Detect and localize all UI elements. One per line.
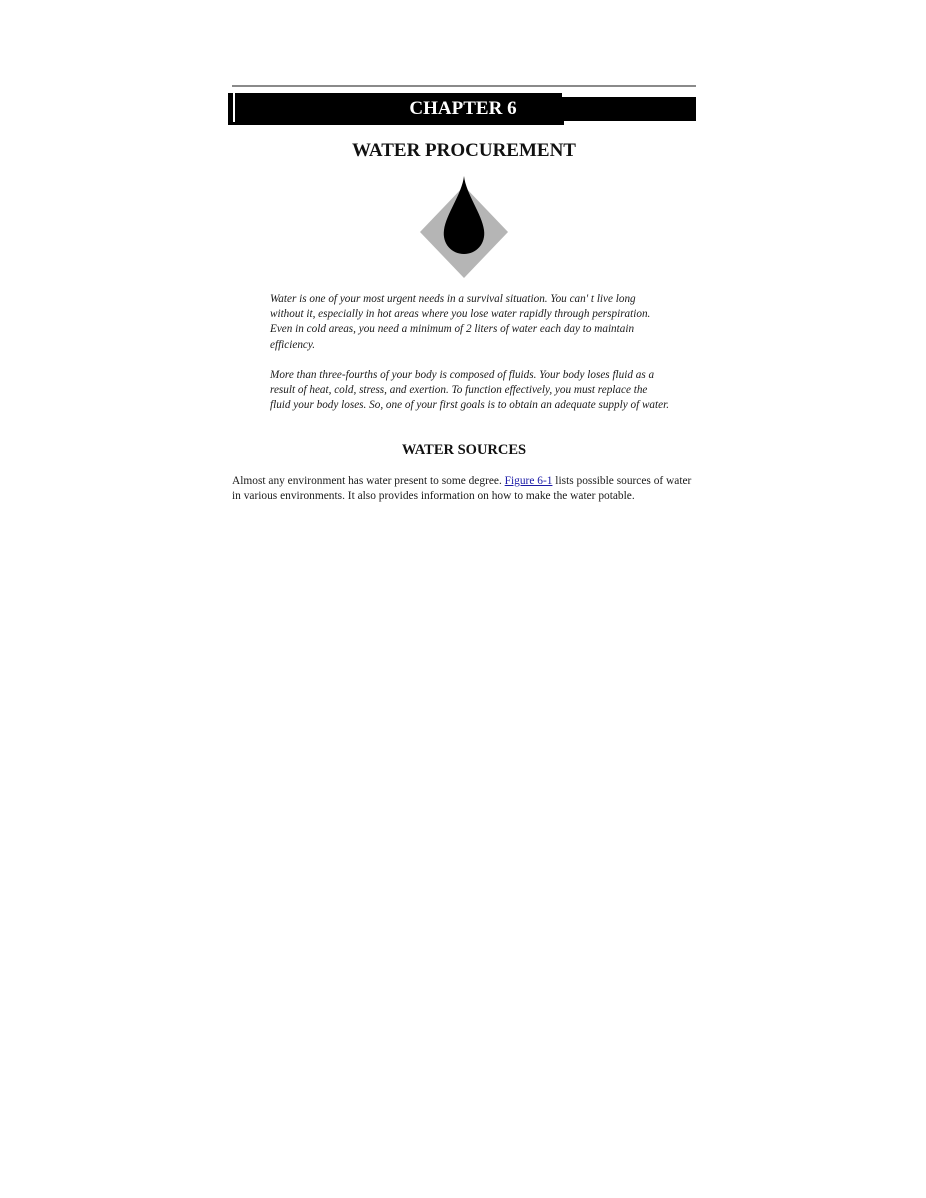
text-before-link: Almost any environment has water present to some degree. xyxy=(232,475,505,487)
intro-paragraph-2: More than three-fourths of your body is composed of fluids. Your body loses fluid as a result of heat, cold, stress, and exertion. To function effectively, you must replace the fluid your body loses. So, one of your first goals is to obtain an adequate supply of water. xyxy=(270,368,670,412)
water-drop-on-diamond-icon xyxy=(418,176,510,280)
water-drop-shape xyxy=(444,176,485,254)
text-after-link: lists possible sources of water in various environments. It also provides information on how to make the water potable. xyxy=(232,475,692,503)
section-body xyxy=(232,474,698,504)
intro-paragraph-1: Water is one of your most urgent needs in a survival situation. You can' t live long without it, especially in hot areas where you lose water rapidly through perspiration. Even in cold areas, you need a minimum of 2 liters of water each day to maintain efficiency. xyxy=(270,293,651,351)
page-title: WATER PROCUREMENT xyxy=(352,140,576,161)
section-paragraph xyxy=(232,474,698,504)
intro-text xyxy=(270,292,670,428)
chapter-label: CHAPTER 6 xyxy=(409,98,517,119)
top-rule xyxy=(232,85,696,87)
section-heading: WATER SOURCES xyxy=(401,442,527,458)
figure-6-1-link[interactable]: Figure 6-1 xyxy=(504,475,553,487)
